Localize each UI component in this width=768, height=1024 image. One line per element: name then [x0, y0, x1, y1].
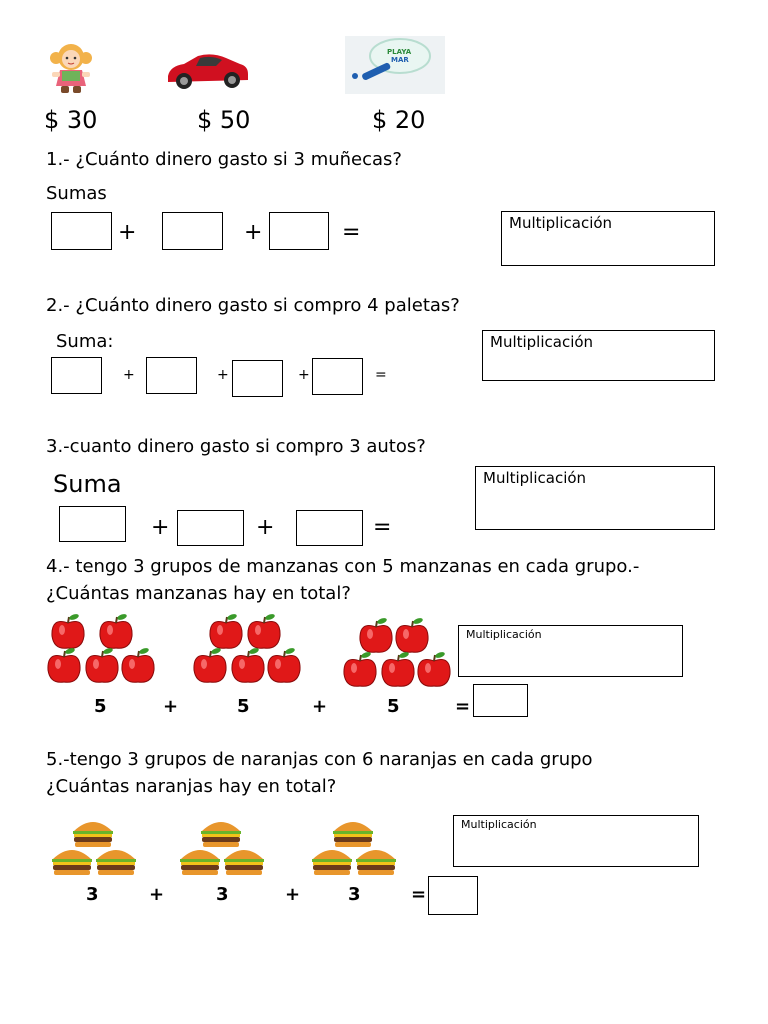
q2-multiplication-box[interactable] — [482, 330, 715, 381]
q4-mult-label: Multiplicación — [466, 628, 542, 641]
q4-num-2: 5 — [237, 696, 250, 717]
q1-multiplication-box[interactable] — [501, 211, 715, 266]
burger-icon — [73, 822, 113, 847]
price-car: $ 50 — [197, 106, 251, 134]
burger-icon — [224, 850, 264, 875]
apple-icon — [86, 647, 118, 682]
q3-answer-box-3[interactable] — [296, 510, 363, 546]
q5-answer-box[interactable] — [428, 876, 478, 915]
apple-icon — [418, 651, 450, 686]
apple-icon — [382, 651, 414, 686]
burger-group-2 — [174, 815, 268, 879]
q5-plus-2: + — [285, 884, 301, 905]
burger-icon — [52, 850, 92, 875]
svg-text:PLAYA: PLAYA — [387, 48, 412, 56]
price-paddle: $ 20 — [372, 106, 426, 134]
q4-num-1: 5 — [94, 696, 107, 717]
apple-icon — [210, 613, 242, 648]
apple-group-3 — [340, 614, 450, 690]
q4-answer-box[interactable] — [473, 684, 528, 717]
q2-answer-box-4[interactable] — [312, 358, 363, 395]
burger-icon — [201, 822, 241, 847]
question-4-line-2: ¿Cuántas manzanas hay en total? — [46, 583, 351, 604]
apple-icon — [248, 613, 280, 648]
burger-group-3 — [306, 815, 400, 879]
apple-icon — [48, 647, 80, 682]
q2-mult-label: Multiplicación — [490, 333, 594, 351]
q3-plus-2: + — [256, 515, 275, 540]
apple-icon — [100, 613, 132, 648]
apple-icon — [268, 647, 300, 682]
q5-mult-label: Multiplicación — [461, 818, 537, 831]
q2-plus-2: + — [217, 367, 229, 383]
burger-group-1 — [46, 815, 140, 879]
apple-icon — [344, 651, 376, 686]
apple-group-1 — [46, 614, 156, 690]
question-4-line-1: 4.- tengo 3 grupos de manzanas con 5 manzanas en cada grupo.- — [46, 556, 640, 577]
q2-answer-box-3[interactable] — [232, 360, 283, 397]
q4-plus-2: + — [312, 696, 328, 717]
paddle-icon — [345, 36, 445, 94]
q4-multiplication-box[interactable] — [458, 625, 683, 677]
q3-sum-label: Suma — [53, 470, 122, 498]
q3-answer-box-2[interactable] — [177, 510, 244, 546]
apple-group-2 — [192, 614, 302, 690]
q5-plus-1: + — [149, 884, 165, 905]
q5-equals: = — [411, 884, 427, 905]
q2-answer-box-2[interactable] — [146, 357, 197, 394]
apple-icon — [122, 647, 154, 682]
price-doll: $ 30 — [44, 106, 98, 134]
apple-icon — [52, 613, 84, 648]
q5-num-1: 3 — [86, 884, 99, 905]
q1-answer-box-2[interactable] — [162, 212, 223, 250]
burger-icon — [312, 850, 352, 875]
q4-equals: = — [455, 696, 471, 717]
q5-num-3: 3 — [348, 884, 361, 905]
burger-icon — [356, 850, 396, 875]
q1-sum-label: Sumas — [46, 183, 107, 204]
question-5-line-2: ¿Cuántas naranjas hay en total? — [46, 776, 337, 797]
q3-multiplication-box[interactable] — [475, 466, 715, 530]
burger-icon — [96, 850, 136, 875]
q1-plus-2: + — [244, 220, 263, 245]
q3-plus-1: + — [151, 515, 170, 540]
question-5-line-1: 5.-tengo 3 grupos de naranjas con 6 naranjas en cada grupo — [46, 749, 593, 770]
q1-equals: = — [342, 220, 361, 245]
q4-num-3: 5 — [387, 696, 400, 717]
apple-icon — [232, 647, 264, 682]
q2-plus-3: + — [298, 367, 310, 383]
question-3-text: 3.-cuanto dinero gasto si compro 3 autos? — [46, 436, 426, 457]
q2-equals: = — [375, 367, 387, 383]
burger-icon — [180, 850, 220, 875]
burger-icon — [333, 822, 373, 847]
question-1-text: 1.- ¿Cuánto dinero gasto si 3 muñecas? — [46, 149, 402, 170]
q3-answer-box-1[interactable] — [59, 506, 126, 542]
q3-mult-label: Multiplicación — [483, 469, 587, 487]
q1-mult-label: Multiplicación — [509, 214, 613, 232]
q4-plus-1: + — [163, 696, 179, 717]
apple-icon — [360, 617, 392, 652]
doll-icon — [44, 42, 98, 94]
q2-plus-1: + — [123, 367, 135, 383]
q2-answer-box-1[interactable] — [51, 357, 102, 394]
q2-sum-label: Suma: — [56, 331, 114, 352]
apple-icon — [396, 617, 428, 652]
question-2-text: 2.- ¿Cuánto dinero gasto si compro 4 paletas? — [46, 295, 460, 316]
svg-text:MAR: MAR — [391, 56, 409, 64]
q1-plus-1: + — [118, 220, 137, 245]
q1-answer-box-3[interactable] — [269, 212, 329, 250]
q3-equals: = — [373, 515, 392, 540]
car-icon — [164, 46, 250, 92]
apple-icon — [194, 647, 226, 682]
q1-answer-box-1[interactable] — [51, 212, 112, 250]
q5-num-2: 3 — [216, 884, 229, 905]
q5-multiplication-box[interactable] — [453, 815, 699, 867]
